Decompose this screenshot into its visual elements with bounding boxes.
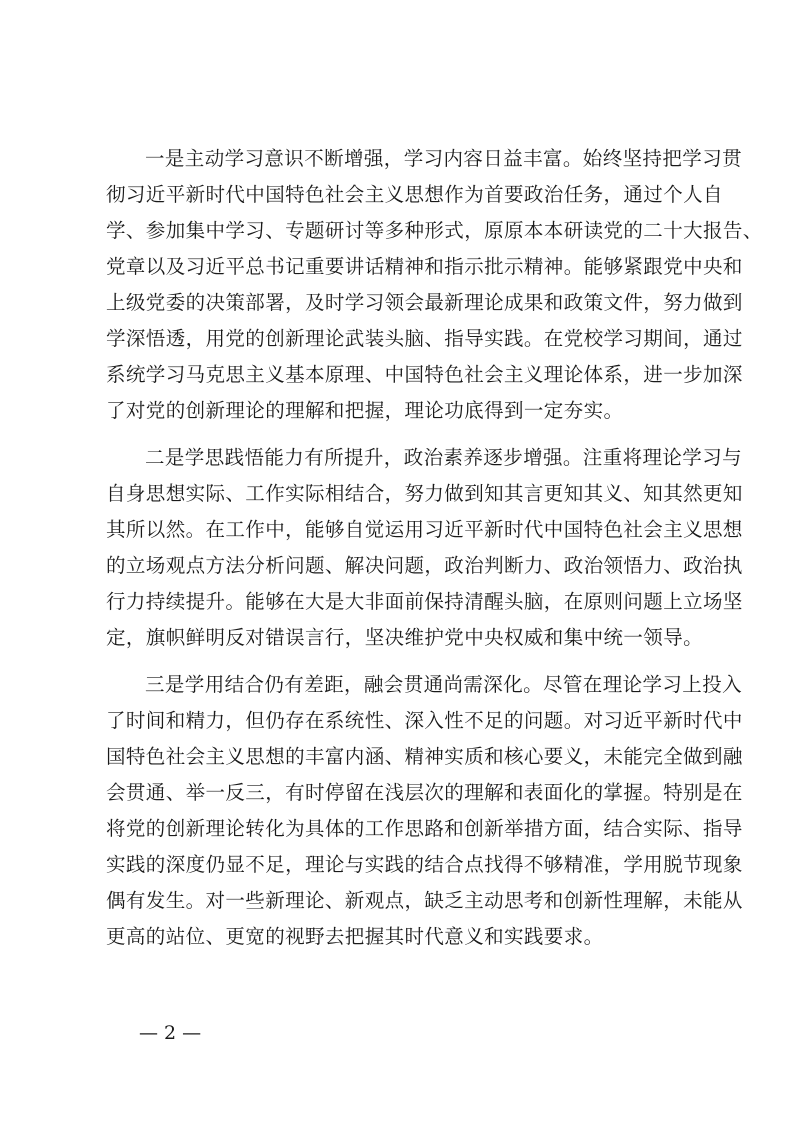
paragraph-learning-awareness [106, 141, 763, 429]
paragraph-line: 了对党的创新理论的理解和把握，理论功底得到一定夯实。 [106, 399, 624, 422]
paragraph-line: 国特色社会主义思想的丰富内涵、精神实质和核心要义，未能完全做到融 [106, 745, 743, 768]
paragraph-line: 学、参加集中学习、专题研讨等多种形式，原原本本研读党的二十大报告、 [106, 219, 763, 242]
paragraph-integration-gap [106, 667, 743, 955]
paragraph-line: 自身思想实际、工作实际相结合，努力做到知其言更知其义、知其然更知 [106, 482, 743, 505]
paragraph-line: 彻习近平新时代中国特色社会主义思想作为首要政治任务，通过个人自 [106, 183, 723, 206]
paragraph-line: 行力持续提升。能够在大是大非面前保持清醒头脑，在原则问题上立场坚 [106, 590, 743, 613]
paragraph-line: 定，旗帜鲜明反对错误言行，坚决维护党中央权威和集中统一领导。 [106, 626, 704, 649]
paragraph-line: 三是学用结合仍有差距，融会贯通尚需深化。尽管在理论学习上投入 [145, 673, 743, 696]
paragraph-line: 会贯通、举一反三，有时停留在浅层次的理解和表面化的掌握。特别是在 [106, 781, 743, 804]
paragraph-line: 其所以然。在工作中，能够自觉运用习近平新时代中国特色社会主义思想 [106, 518, 743, 541]
page-number: — 2 — [139, 1022, 202, 1044]
paragraph-line: 学深悟透，用党的创新理论武装头脑、指导实践。在党校学习期间，通过 [106, 327, 743, 350]
paragraph-practice-ability [106, 440, 743, 656]
paragraph-line: 二是学思践悟能力有所提升，政治素养逐步增强。注重将理论学习与 [145, 446, 743, 469]
paragraph-line: 更高的站位、更宽的视野去把握其时代意义和实践要求。 [106, 925, 604, 948]
paragraph-line: 上级党委的决策部署，及时学习领会最新理论成果和政策文件，努力做到 [106, 291, 743, 314]
paragraph-line: 了时间和精力，但仍存在系统性、深入性不足的问题。对习近平新时代中 [106, 709, 743, 732]
paragraph-line: 将党的创新理论转化为具体的工作思路和创新举措方面，结合实际、指导 [106, 817, 743, 840]
paragraph-line: 系统学习马克思主义基本原理、中国特色社会主义理论体系，进一步加深 [106, 363, 743, 386]
paragraph-line: 党章以及习近平总书记重要讲话精神和指示批示精神。能够紧跟党中央和 [106, 255, 743, 278]
document-body [106, 141, 763, 966]
paragraph-line: 实践的深度仍显不足，理论与实践的结合点找得不够精准，学用脱节现象 [106, 853, 743, 876]
paragraph-line: 一是主动学习意识不断增强，学习内容日益丰富。始终坚持把学习贯 [145, 147, 743, 170]
paragraph-line: 的立场观点方法分析问题、解决问题，政治判断力、政治领悟力、政治执 [106, 554, 743, 577]
paragraph-line: 偶有发生。对一些新理论、新观点，缺乏主动思考和创新性理解，未能从 [106, 889, 743, 912]
